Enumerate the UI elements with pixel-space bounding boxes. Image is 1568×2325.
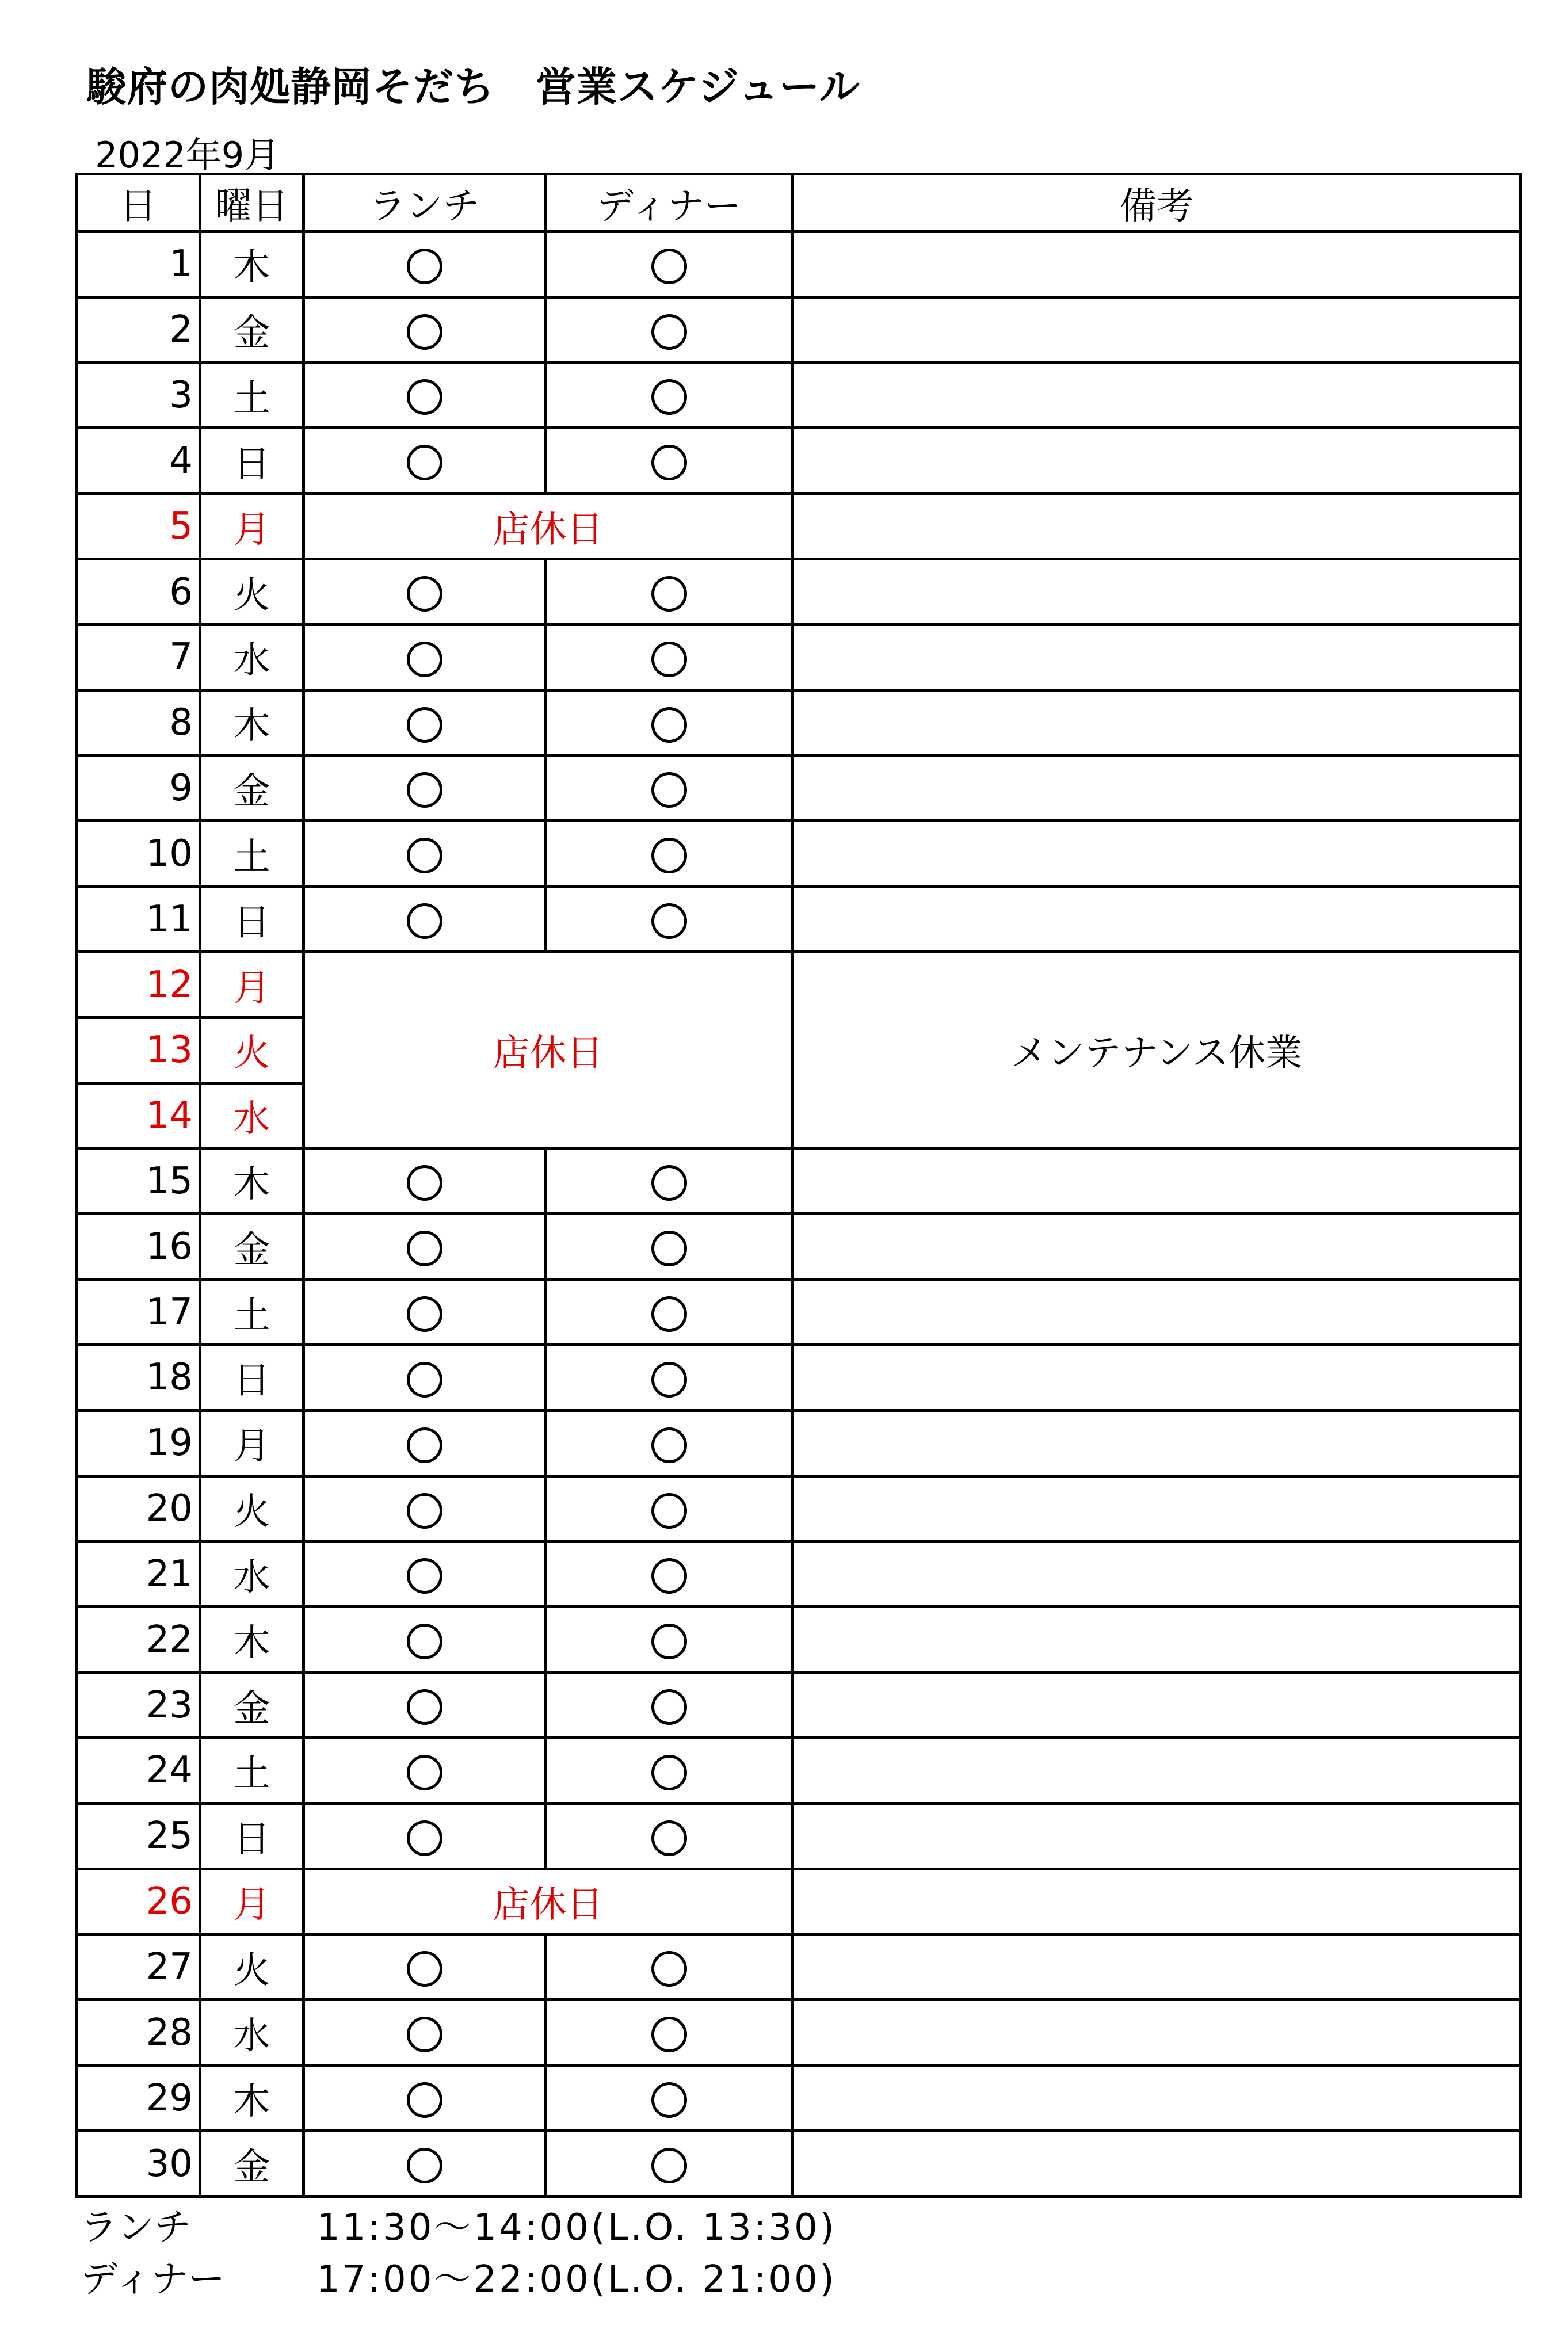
circle-icon [651,1755,687,1790]
notes-cell [793,1214,1521,1280]
day-cell: 25 [77,1803,200,1869]
day-cell: 17 [77,1280,200,1345]
circle-icon [651,314,687,350]
dinner-cell [545,559,793,625]
table-row [77,624,1521,690]
circle-icon [651,1362,687,1398]
table-row [77,1869,1521,1934]
schedule-table [75,173,1522,2198]
dinner-cell [545,2000,793,2066]
weekday-cell: 水 [200,624,304,690]
dinner-cell [545,1148,793,1214]
circle-icon [407,1493,442,1529]
table-row [77,952,1521,1018]
weekday-cell: 木 [200,1607,304,1673]
day-cell: 11 [77,887,200,952]
weekday-cell: 土 [200,1738,304,1804]
weekday-cell: 火 [200,559,304,625]
schedule-body [77,232,1521,2197]
dinner-hours-value: 17:00〜22:00(L.O. 21:00) [316,2258,837,2301]
lunch-cell [304,1345,545,1411]
circle-icon [651,1558,687,1594]
day-cell: 18 [77,1345,200,1411]
day-cell: 13 [77,1017,200,1083]
circle-icon [651,445,687,480]
circle-icon [407,379,442,415]
table-row [77,1345,1521,1411]
dinner-cell [545,2131,793,2197]
table-row [77,1410,1521,1476]
table-row [77,1148,1521,1214]
notes-cell [793,2000,1521,2066]
circle-icon [651,707,687,743]
notes-cell [793,362,1521,428]
month-label: 2022年9月 [95,134,280,176]
lunch-cell [304,2066,545,2131]
notes-cell [793,1738,1521,1804]
dinner-cell [545,1280,793,1345]
notes-cell [793,1410,1521,1476]
dinner-cell [545,1345,793,1411]
weekday-cell: 月 [200,494,304,559]
table-row [77,428,1521,494]
table-row [77,1280,1521,1345]
lunch-cell [304,1673,545,1738]
table-row [77,1214,1521,1280]
dinner-cell [545,1607,793,1673]
day-cell: 3 [77,362,200,428]
circle-icon [651,1951,687,1987]
circle-icon [407,1755,442,1790]
circle-icon [651,249,687,284]
table-row [77,821,1521,887]
dinner-cell [545,1934,793,2000]
dinner-cell [545,1673,793,1738]
weekday-cell: 土 [200,1280,304,1345]
table-row [77,1476,1521,1541]
lunch-cell [304,1280,545,1345]
dinner-cell [545,428,793,494]
circle-icon [407,2082,442,2118]
lunch-cell [304,887,545,952]
notes-cell [793,755,1521,821]
day-cell: 22 [77,1607,200,1673]
weekday-cell: 木 [200,1148,304,1214]
weekday-cell: 火 [200,1017,304,1083]
table-row [77,887,1521,952]
circle-icon [651,1689,687,1725]
day-cell: 7 [77,624,200,690]
lunch-hours-value: 11:30〜14:00(L.O. 13:30) [316,2206,837,2249]
circle-icon [651,903,687,939]
table-header-row [77,174,1521,232]
table-row [77,2000,1521,2066]
notes-cell [793,2131,1521,2197]
day-cell: 28 [77,2000,200,2066]
table-row [77,1541,1521,1607]
circle-icon [651,1624,687,1659]
weekday-cell: 金 [200,755,304,821]
lunch-cell [304,1803,545,1869]
circle-icon [651,1820,687,1856]
notes-cell [793,1541,1521,1607]
notes-cell [793,887,1521,952]
weekday-cell: 月 [200,1410,304,1476]
day-cell: 21 [77,1541,200,1607]
dinner-cell [545,1410,793,1476]
closed-cell: 店休日 [304,952,793,1148]
weekday-cell: 日 [200,428,304,494]
circle-icon [407,903,442,939]
lunch-cell [304,297,545,362]
closed-cell: 店休日 [304,1869,793,1934]
weekday-cell: 木 [200,690,304,755]
header-weekday: 曜日 [200,174,304,232]
notes-cell [793,1869,1521,1934]
notes-cell [793,1803,1521,1869]
day-cell: 5 [77,494,200,559]
table-row [77,1803,1521,1869]
weekday-cell: 金 [200,2131,304,2197]
lunch-hours-row [81,2198,1059,2250]
weekday-cell: 水 [200,2000,304,2066]
notes-cell: メンテナンス休業 [793,952,1521,1148]
day-cell: 20 [77,1476,200,1541]
circle-icon [651,1296,687,1332]
day-cell: 29 [77,2066,200,2131]
weekday-cell: 金 [200,1673,304,1738]
lunch-cell [304,1410,545,1476]
weekday-cell: 金 [200,297,304,362]
dinner-cell [545,232,793,297]
lunch-cell [304,1934,545,2000]
day-cell: 19 [77,1410,200,1476]
weekday-cell: 土 [200,362,304,428]
circle-icon [651,379,687,415]
circle-icon [407,1558,442,1594]
circle-icon [407,1427,442,1463]
circle-icon [407,1165,442,1201]
notes-cell [793,821,1521,887]
table-row [77,2066,1521,2131]
weekday-cell: 日 [200,887,304,952]
day-cell: 30 [77,2131,200,2197]
circle-icon [407,642,442,677]
day-cell: 27 [77,1934,200,2000]
day-cell: 24 [77,1738,200,1804]
day-cell: 10 [77,821,200,887]
dinner-cell [545,624,793,690]
day-cell: 16 [77,1214,200,1280]
weekday-cell: 火 [200,1476,304,1541]
closed-cell: 店休日 [304,494,793,559]
table-row [77,362,1521,428]
dinner-cell [545,297,793,362]
lunch-cell [304,821,545,887]
table-row [77,559,1521,625]
weekday-cell: 日 [200,1345,304,1411]
weekday-cell: 日 [200,1803,304,1869]
day-cell: 6 [77,559,200,625]
lunch-cell [304,559,545,625]
day-cell: 9 [77,755,200,821]
notes-cell [793,1673,1521,1738]
table-row [77,1673,1521,1738]
lunch-cell [304,690,545,755]
notes-cell [793,1934,1521,2000]
day-cell: 14 [77,1083,200,1148]
dinner-cell [545,821,793,887]
lunch-cell [304,1607,545,1673]
circle-icon [407,314,442,350]
lunch-cell [304,232,545,297]
dinner-cell [545,1803,793,1869]
day-cell: 23 [77,1673,200,1738]
weekday-cell: 土 [200,821,304,887]
dinner-hours-label: ディナー [81,2258,225,2301]
lunch-cell [304,1476,545,1541]
header-dinner: ディナー [545,174,793,232]
circle-icon [651,1493,687,1529]
circle-icon [407,707,442,743]
table-row [77,2131,1521,2197]
table-row [77,1738,1521,1804]
weekday-cell: 月 [200,1869,304,1934]
lunch-cell [304,428,545,494]
dinner-cell [545,2066,793,2131]
dinner-cell [545,690,793,755]
circle-icon [651,1427,687,1463]
lunch-cell [304,2131,545,2197]
dinner-cell [545,1214,793,1280]
notes-cell [793,428,1521,494]
notes-cell [793,1607,1521,1673]
circle-icon [407,1951,442,1987]
circle-icon [407,1624,442,1659]
circle-icon [651,772,687,808]
table-row [77,232,1521,297]
day-cell: 1 [77,232,200,297]
notes-cell [793,1345,1521,1411]
table-row [77,755,1521,821]
day-cell: 15 [77,1148,200,1214]
dinner-cell [545,755,793,821]
weekday-cell: 金 [200,1214,304,1280]
notes-cell [793,2066,1521,2131]
circle-icon [651,2017,687,2052]
day-cell: 2 [77,297,200,362]
notes-cell [793,624,1521,690]
hours-footer [81,2198,1059,2301]
notes-cell [793,232,1521,297]
dinner-cell [545,1476,793,1541]
lunch-cell [304,1738,545,1804]
dinner-cell [545,1541,793,1607]
circle-icon [407,249,442,284]
lunch-cell [304,2000,545,2066]
circle-icon [407,1820,442,1856]
header-day: 日 [77,174,200,232]
dinner-hours-row [81,2250,1059,2301]
weekday-cell: 火 [200,1934,304,2000]
lunch-cell [304,1148,545,1214]
circle-icon [407,838,442,873]
dinner-cell [545,887,793,952]
table-row [77,690,1521,755]
header-notes: 備考 [793,174,1521,232]
circle-icon [651,838,687,873]
circle-icon [407,1296,442,1332]
circle-icon [407,576,442,612]
page-title: 駿府の肉処静岡そだち 営業スケジュール [86,63,860,110]
weekday-cell: 月 [200,952,304,1018]
lunch-cell [304,1214,545,1280]
circle-icon [651,642,687,677]
circle-icon [407,1231,442,1266]
circle-icon [407,1689,442,1725]
day-cell: 12 [77,952,200,1018]
table-row [77,494,1521,559]
weekday-cell: 水 [200,1541,304,1607]
lunch-cell [304,362,545,428]
notes-cell [793,690,1521,755]
circle-icon [651,2148,687,2183]
notes-cell [793,1476,1521,1541]
day-cell: 26 [77,1869,200,1934]
dinner-cell [545,1738,793,1804]
notes-cell [793,494,1521,559]
weekday-cell: 木 [200,2066,304,2131]
day-cell: 4 [77,428,200,494]
circle-icon [651,1231,687,1266]
circle-icon [407,2148,442,2183]
table-row [77,1934,1521,2000]
circle-icon [407,1362,442,1398]
header-lunch: ランチ [304,174,545,232]
lunch-cell [304,1541,545,1607]
notes-cell [793,297,1521,362]
lunch-cell [304,624,545,690]
dinner-cell [545,362,793,428]
circle-icon [651,1165,687,1201]
notes-cell [793,1148,1521,1214]
weekday-cell: 木 [200,232,304,297]
day-cell: 8 [77,690,200,755]
table-row [77,1607,1521,1673]
weekday-cell: 水 [200,1083,304,1148]
circle-icon [407,445,442,480]
lunch-hours-label: ランチ [81,2206,191,2249]
notes-cell [793,1280,1521,1345]
table-row [77,297,1521,362]
circle-icon [651,2082,687,2118]
circle-icon [407,772,442,808]
circle-icon [651,576,687,612]
circle-icon [407,2017,442,2052]
notes-cell [793,559,1521,625]
lunch-cell [304,755,545,821]
